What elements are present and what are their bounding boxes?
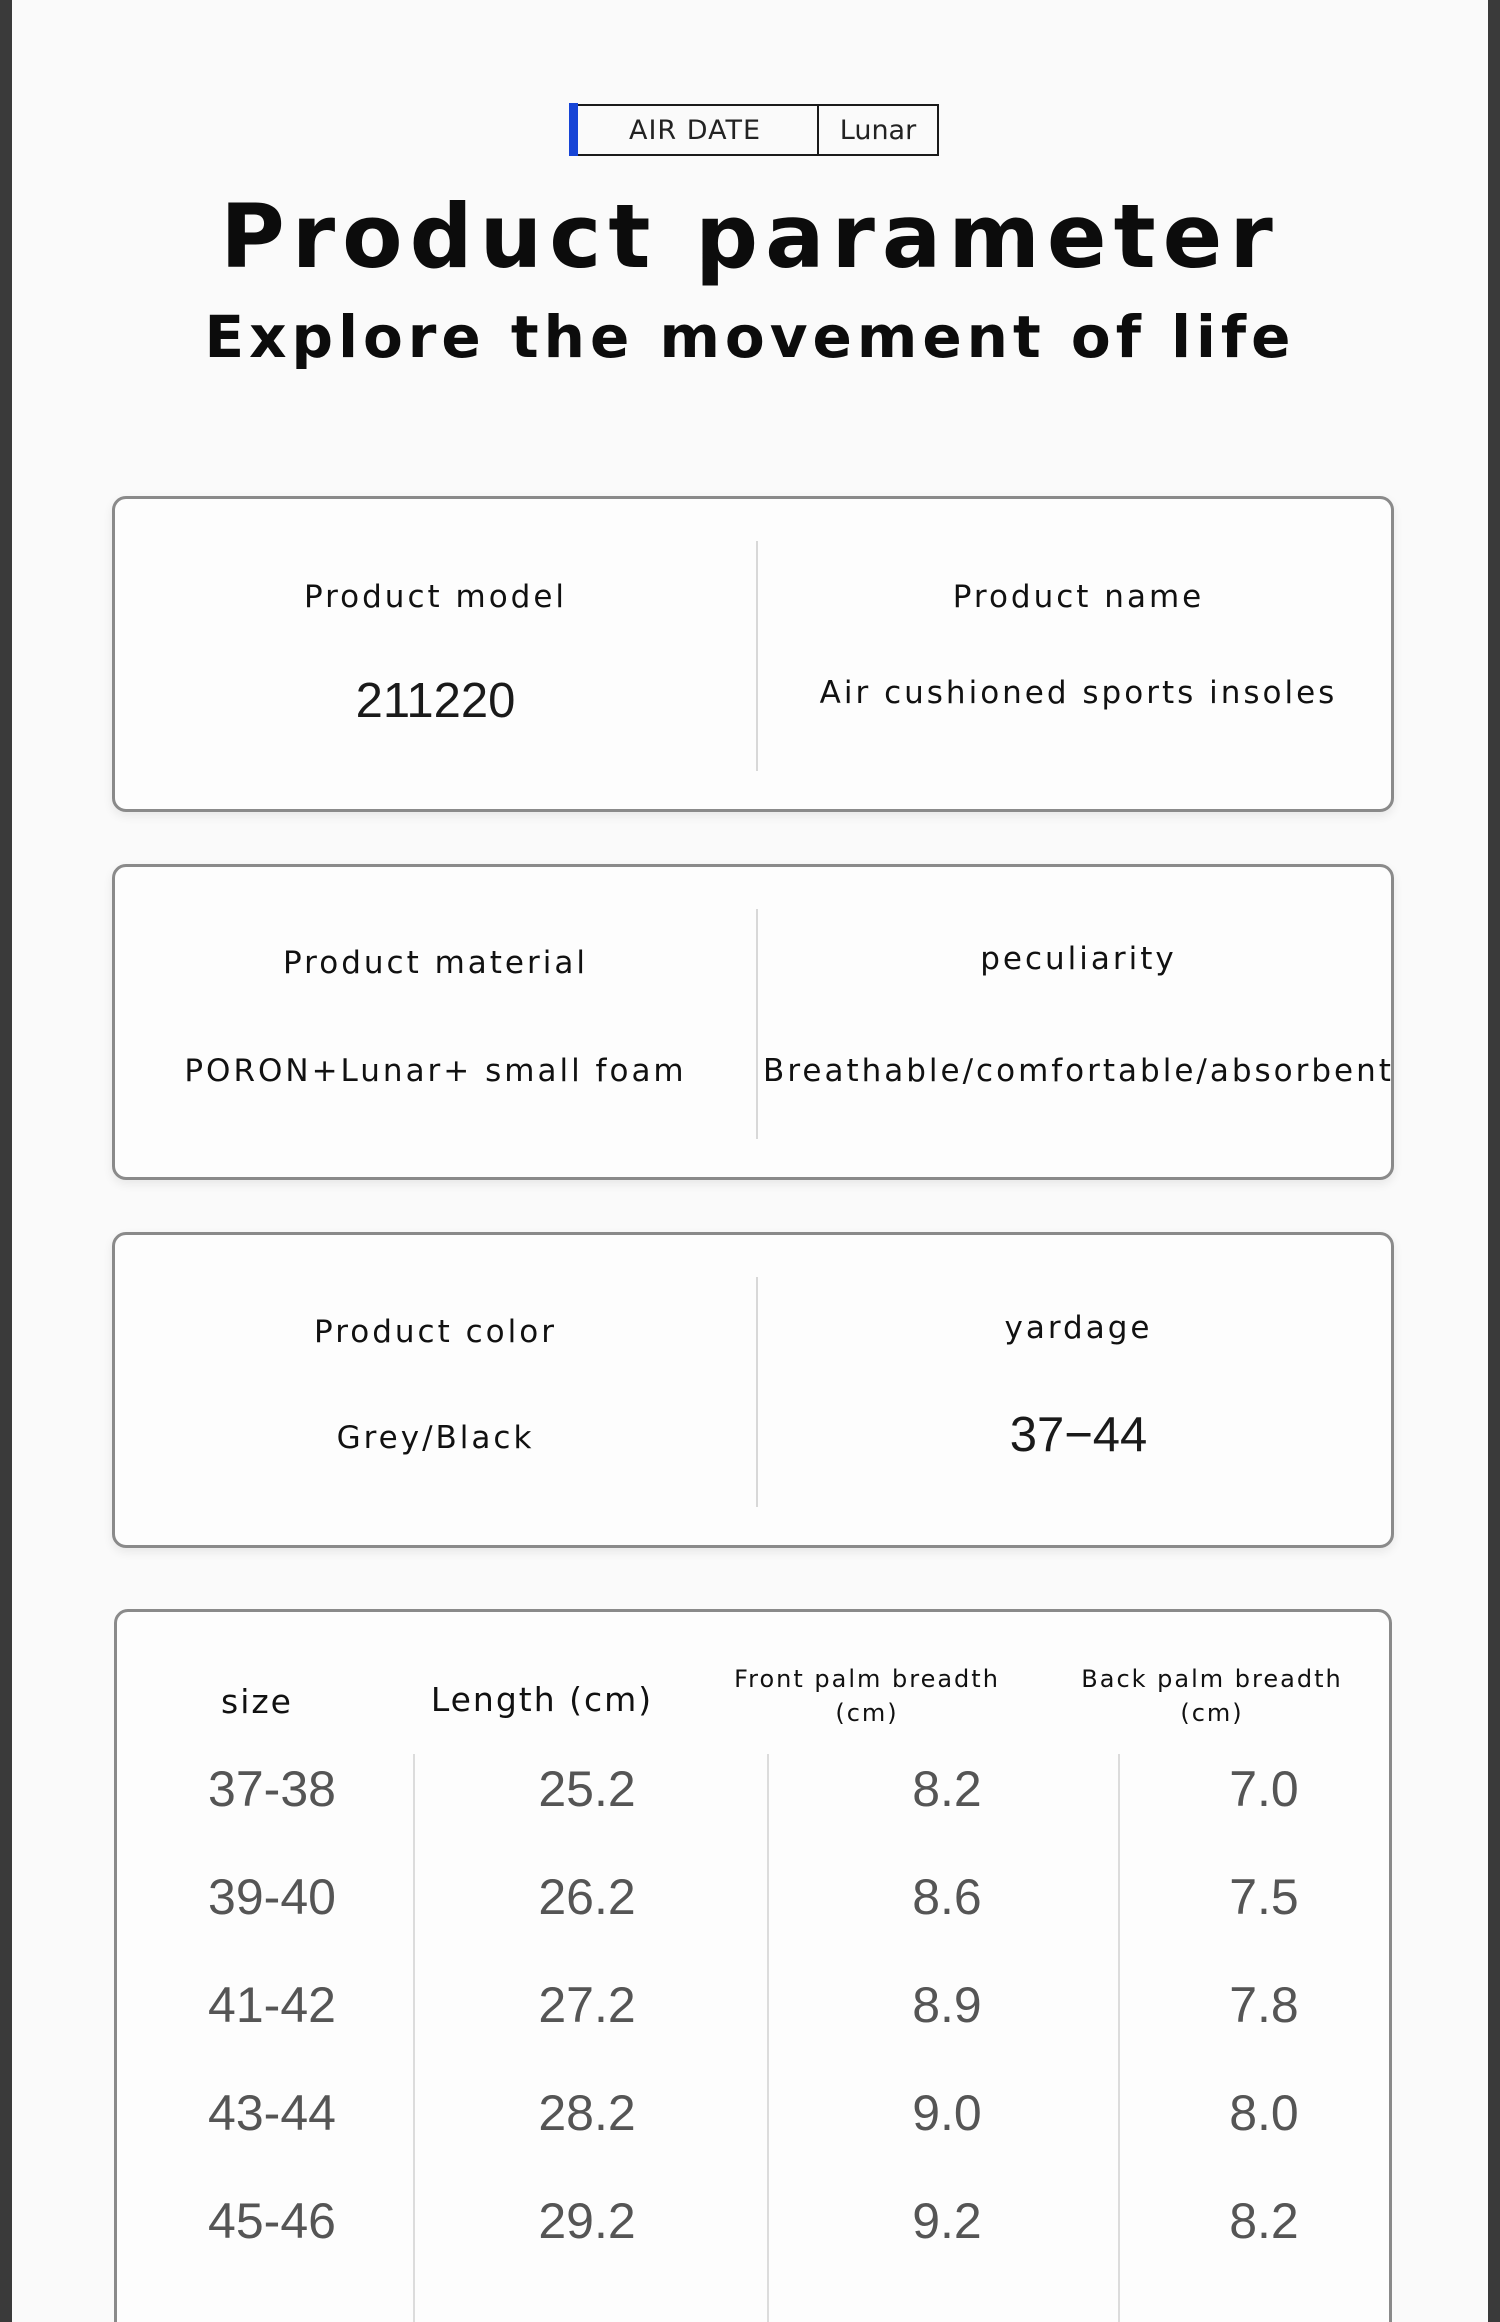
param-value: Air cushioned sports insoles	[819, 675, 1338, 711]
column-header-back-palm	[1052, 1662, 1372, 1730]
table-cell: 9.2	[912, 2193, 982, 2249]
param-cell-color	[115, 1235, 756, 1551]
tag-right-label: Lunar	[839, 114, 917, 146]
table-cell: 7.8	[1229, 1977, 1299, 2033]
param-label: yardage	[1004, 1310, 1153, 1346]
table-cell: 8.2	[912, 1761, 982, 1817]
table-cell: 41-42	[208, 1977, 336, 2033]
size-table	[114, 1609, 1392, 2322]
column-header-back-palm-line2: (cm)	[1180, 1699, 1244, 1727]
page-subtitle: Explore the movement of life	[204, 303, 1296, 371]
param-cell-yardage	[758, 1235, 1399, 1551]
column-divider	[767, 1754, 769, 2322]
param-value: PORON+Lunar+ small foam	[184, 1053, 687, 1089]
tag-left-label: AIR DATE	[573, 106, 819, 154]
param-cell-peculiarity	[758, 867, 1399, 1183]
table-cell: 7.5	[1229, 1869, 1299, 1925]
table-cell: 8.2	[1229, 2193, 1299, 2249]
param-value: Breathable/comfortable/absorbent	[763, 1053, 1394, 1089]
param-card-model-name	[112, 496, 1394, 812]
table-cell: 28.2	[538, 2085, 636, 2141]
table-cell: 27.2	[538, 1977, 636, 2033]
table-cell: 8.0	[1229, 2085, 1299, 2141]
param-label: peculiarity	[980, 941, 1177, 977]
table-cell: 43-44	[208, 2085, 336, 2141]
tag-accent-bar	[569, 103, 578, 156]
column-header-front-palm-line2: (cm)	[835, 1699, 899, 1727]
product-parameter-page	[12, 0, 1488, 2322]
air-date-tag	[571, 104, 939, 156]
table-cell: 29.2	[538, 2193, 636, 2249]
param-label: Product color	[314, 1314, 557, 1350]
param-cell-name	[758, 499, 1399, 815]
column-divider	[1118, 1754, 1120, 2322]
table-cell: 8.6	[912, 1869, 982, 1925]
table-cell: 45-46	[208, 2193, 336, 2249]
param-card-color-yardage	[112, 1232, 1394, 1548]
column-header-size: size	[221, 1682, 293, 1721]
param-card-material-peculiarity	[112, 864, 1394, 1180]
param-value: 37−44	[1009, 1408, 1148, 1462]
param-cell-material	[115, 867, 756, 1183]
param-value: 211220	[355, 674, 516, 728]
param-label: Product material	[283, 945, 588, 981]
column-header-length: Length (cm)	[430, 1680, 654, 1719]
column-divider	[413, 1754, 415, 2322]
table-cell: 39-40	[208, 1869, 336, 1925]
column-header-front-palm-line1: Front palm breadth	[734, 1665, 1000, 1693]
column-header-front-palm	[707, 1662, 1027, 1730]
table-cell: 25.2	[538, 1761, 636, 1817]
table-cell: 8.9	[912, 1977, 982, 2033]
param-label: Product model	[303, 579, 568, 615]
page-title: Product parameter	[220, 185, 1280, 288]
table-cell: 37-38	[208, 1761, 336, 1817]
param-cell-model	[115, 499, 756, 815]
column-header-back-palm-line1: Back palm breadth	[1081, 1665, 1343, 1693]
table-cell: 26.2	[538, 1869, 636, 1925]
table-cell: 7.0	[1229, 1761, 1299, 1817]
param-label: Product name	[952, 579, 1205, 615]
table-cell: 9.0	[912, 2085, 982, 2141]
param-value: Grey/Black	[336, 1420, 535, 1456]
